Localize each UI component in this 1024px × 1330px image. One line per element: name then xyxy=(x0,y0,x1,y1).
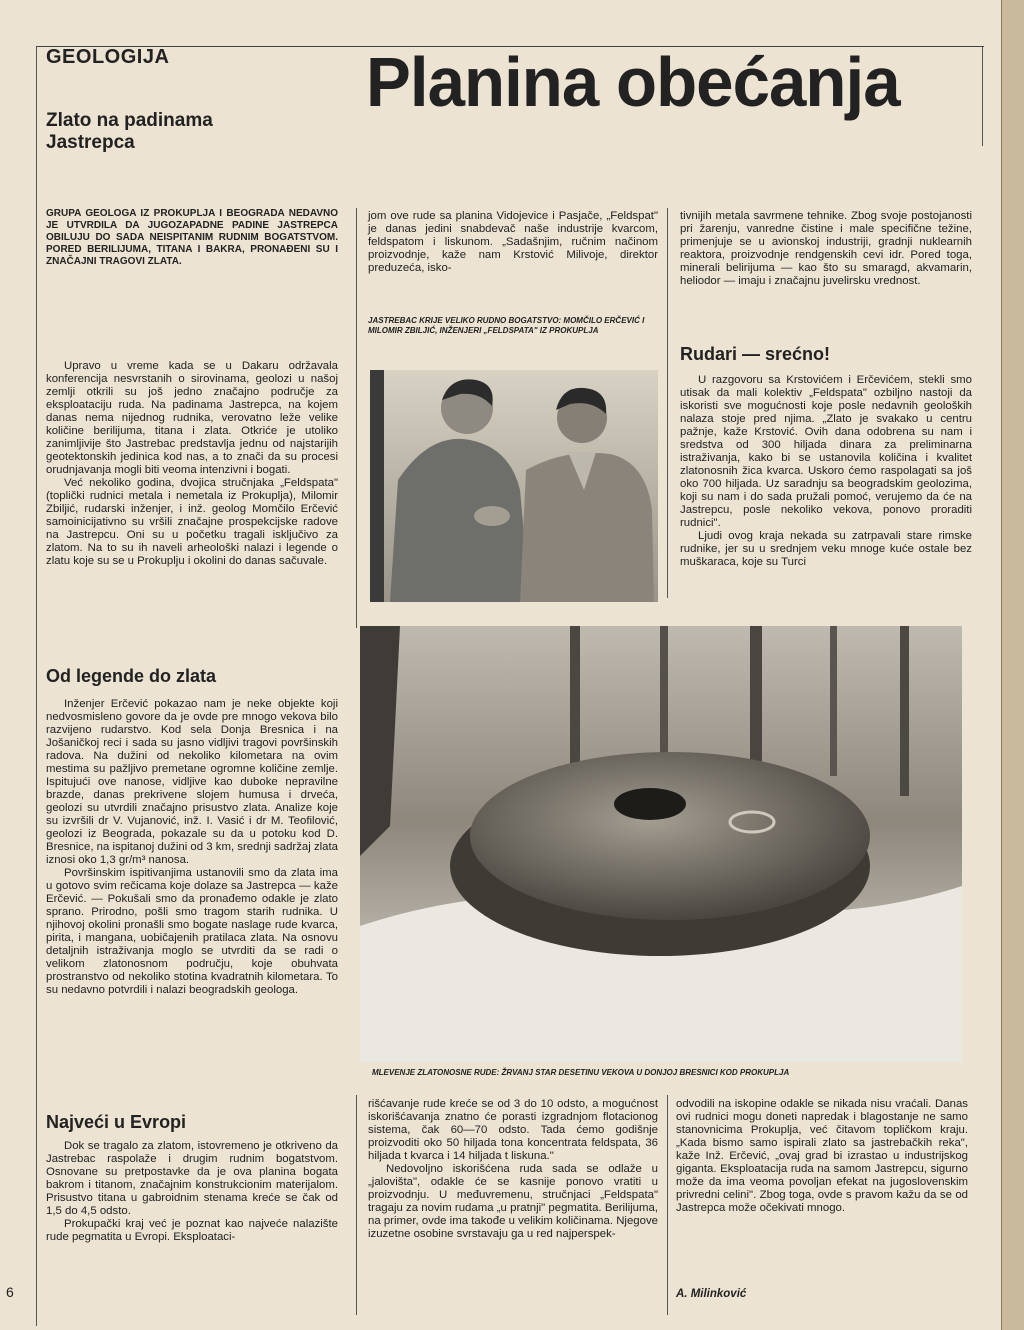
column-3-top xyxy=(680,210,972,288)
column-3-bottom xyxy=(676,1098,968,1215)
paragraph: Ljudi ovog kraja nekada su zatrpavali stare rimske rudnike, jer su u srednjem veku mnoge kuće ostale bez muškaraca, koje su Turci xyxy=(680,530,972,568)
photo-millstone xyxy=(360,626,962,1062)
page-number: 6 xyxy=(6,1284,14,1300)
photo-caption-1: JASTREBAC KRIJE VELIKO RUDNO BOGATSTVO: MOMČILO ERČEVIĆ I MILOMIR ZBILJIĆ, INŽENJERI „FELDSPATA" IZ PROKUPLJA xyxy=(368,316,645,335)
column-1-europe xyxy=(46,1140,338,1244)
left-rule xyxy=(36,46,37,1326)
column-1-intro xyxy=(46,360,338,568)
column-rule-2 xyxy=(667,208,668,598)
column-rule-3 xyxy=(356,1095,357,1315)
author-signature: A. Milinković xyxy=(676,1288,747,1300)
column-rule-4 xyxy=(667,1095,668,1315)
article-subtitle: Zlato na padinama Jastrepca xyxy=(46,110,213,153)
column-2-top xyxy=(368,210,658,275)
paragraph: Prokupački kraj već je poznat kao najveće nalazište rude pegmatita u Evropi. Eksploataci- xyxy=(46,1218,338,1243)
page-edge-strip xyxy=(1001,0,1024,1330)
article-headline: Planina obećanja xyxy=(366,43,900,121)
paragraph: Već nekoliko godina, dvojica stručnjaka „Feldspata" (toplički rudnici metala i nemetala iz Prokuplja), Milomir Zbiljić, rudarski inženjer, i inž. geolog Momčilo Erčević samoinicijativno su vršili značajne prospekcijske radove na Jastrepcu. Oni su u početku tragali isključivo za zlatom. Na to su ih naveli arheološki nalazi i legende o zlatu koje su se u Prokuplju i okolini do danas sačuvale. xyxy=(46,477,338,567)
paragraph: Dok se tragalo za zlatom, istovremeno je otkriveno da Jastrebac raspolaže i drugim rudnim bogatstvom. Osnovane su pretpostavke da je ova planina bogata bakrom i titanom, značajnim konstrukcionim materijalom. Prisustvo titana u gabroidnim stenama kreće se čak od 1,5 do 4,5 odsto. xyxy=(46,1140,338,1217)
heading-legend: Od legende do zlata xyxy=(46,666,217,686)
column-3-miners xyxy=(680,374,972,569)
article-lead: GRUPA GEOLOGA IZ PROKUPLJA I BEOGRADA NEDAVNO JE UTVRDILA DA JUGOZAPADNE PADINE JASTREPCA OBILUJU DO SADA NEISPITANIM RUDNIM BOGATSTVOM. PORED BERILIJUMA, TITANA I BAKRA, PRONAĐENI SU I ZNAČAJNI TRAGOVI ZLATA. xyxy=(46,208,338,267)
paragraph: Upravo u vreme kada se u Dakaru održavala konferencija nesvrstanih o sirovinama, geolozi u našoj zemlji otkrili su još jedno značajno područje za eksploataciju ruda. Na padinama Jastrepca, na kojem danas nema nijednog rudnika, verovatno leže velike količine berilijuma, titana i zlata. Otkriće je utoliko zanimljivije što Jastrebac predstavlja jednu od najstarijih geotektonskih jedinica kod nas, a to znači da su procesi orudnjavanja mogli biti veoma intenzivni i bogati. xyxy=(46,360,338,476)
column-1-legend xyxy=(46,698,338,997)
paragraph: U razgovoru sa Krstovićem i Erčevićem, stekli smo utisak da mali kolektiv „Feldspata" ozbiljno nastoji da iskoristi sve mogućnosti koje posle nedavnih geoloških nalaza stoje pred njima. „Zlato je svakako u centru pažnje, kaže Krstović. Ovih dana odobrena su nam i sredstva od 300 hiljada dinara za preliminarna istraživanja, kako bi se ustanovila količina i kvalitet zlatonosnih žica kvarca. Uskoro ćemo raspolagati sa još oko 700 hiljada. Uz saradnju sa beogradskim geolozima, koji su nam i do sada pružali pomoć, verujemo da će na Jastrepcu, posle nekoliko vekova, ponovo proraditi rudnici". xyxy=(680,374,972,529)
heading-europe: Najveći u Evropi xyxy=(46,1112,187,1132)
geologists-photo-art xyxy=(370,370,658,602)
paragraph: Površinskim ispitivanjima ustanovili smo da zlata ima u gotovo svim rečicama koje dolaze sa Jastrepca — kaže Erčević. — Pokušali smo da pronađemo odakle je zlato sprano. Prirodno, pošli smo tragom starih rudnika. U njihovoj okolini pronašli smo bogate naslage rude kvarca, pirita, i mangana, uobičajenih pratilaca zlata. Na osnovu detaljnih istraživanja moglo se utvrditi da se radi o velikom zlatonosnom području, koje obuhvata prostranstvo od nekoliko stotina kvadratnih kilometara. To su nedavno potvrdili i nalazi beogradskih geologa. xyxy=(46,867,338,996)
millstone-photo-art xyxy=(360,626,962,1062)
column-2-bottom xyxy=(368,1098,658,1241)
column-rule-1 xyxy=(356,208,357,628)
paragraph: rišćavanje rude kreće se od 3 do 10 odsto, a mogućnost iskorišćavanja znatno će porasti izgradnjom flotacionog sistema, čak 60—70 odsto. Tada ćemo godišnje proizvoditi oko 50 hiljada tona koncentrata feldspata, 36 hiljada t kvarca i 14 hiljada t liskuna." xyxy=(368,1098,658,1162)
heading-miners: Rudari — srećno! xyxy=(680,344,831,364)
paragraph: Nedovoljno iskorišćena ruda sada se odlaže u „jalovišta", odakle će se kasnije ponovo vratiti u proizvodnju. U međuvremenu, stručnjaci „Feldspata" tragaju za novim rudama „u pratnji" pegmatita. Berilijuma, na primer, ovde ima takođe u velikim količinama. Njegove izuzetne osobine svrstavaju ga u red najperspek- xyxy=(368,1163,658,1240)
section-label: GEOLOGIJA xyxy=(46,46,170,68)
photo-caption-2: MLEVENJE ZLATONOSNE RUDE: ŽRVANJ STAR DESETINU VEKOVA U DONJOJ BRESNICI KOD PROKUPLJA xyxy=(372,1068,790,1077)
headline-right-rule xyxy=(982,46,983,146)
paragraph: Inženjer Erčević pokazao nam je neke objekte koji nedvosmisleno govore da je ovde pre mnogo vekova bilo razvijeno rudarstvo. Kod sela Donja Bresnica i na Jošaničkoj reci i sada su jasno vidljivi tragovi površinskih radova. Na dužini od nekoliko kilometara na ovim mestima su pažljivo premetane ogromne količine zemlje. Ispitujući ove nanose, vidljive kao duboke nepravilne brazde, danas prekrivene slojem humusa i drveća, geolozi su utvrdili značajno prisustvo zlata. Analize koje su izvršili dr V. Vujanović, inž. I. Vasić i dr M. Teofilović, geolozi iz Beograda, pokazale su da u potoku kod D. Bresnice, na ispitanoj dužini od 3 km, srednji sadržaj zlata iznosi oko 1,3 gr/m³ nanosa. xyxy=(46,698,338,866)
paragraph: jom ove rude sa planina Vidojevice i Pasjače, „Feldspat" je danas jedini snabdevač naše industrije kvarcom, feldspatom i liskunom. „Sadašnjim, ručnim načinom proizvodnje, kaže nam Krstović Milivoje, direktor preduzeća, isko- xyxy=(368,210,658,274)
paragraph: odvodili na iskopine odakle se nikada nisu vraćali. Danas ovi rudnici mogu doneti napredak i blagostanje ne samo stanovnicima Prokuplja, već čitavom topličkom kraju. „Kada bismo samo ispirali zlato sa jastrebačkih reka", kaže Inž. Erčević, „ovaj grad bi izrastao u industrijskog giganta. Eksploatacija ruda na samom Jastrepcu, sigurno može da ima veoma povoljan efekat na jugoslovenskim privredni celini". Zbog toga, ovde s pravom kažu da se od Jastrepca može očekivati mnogo. xyxy=(676,1098,968,1214)
paragraph: tivnijih metala savrmene tehnike. Zbog svoje postojanosti pri žarenju, vanredne čistine i male specifične težine, primenjuje se u avionskoj industriji, gradnji nuklearnih reaktora, proizvodnje rendgenskih cevi idr. Pored toga, minerali belirijuma — kao što su smaragd, akvamarin, heliodor — imaju i značajnu juvelirsku vrednost. xyxy=(680,210,972,287)
photo-geologists xyxy=(370,370,658,602)
